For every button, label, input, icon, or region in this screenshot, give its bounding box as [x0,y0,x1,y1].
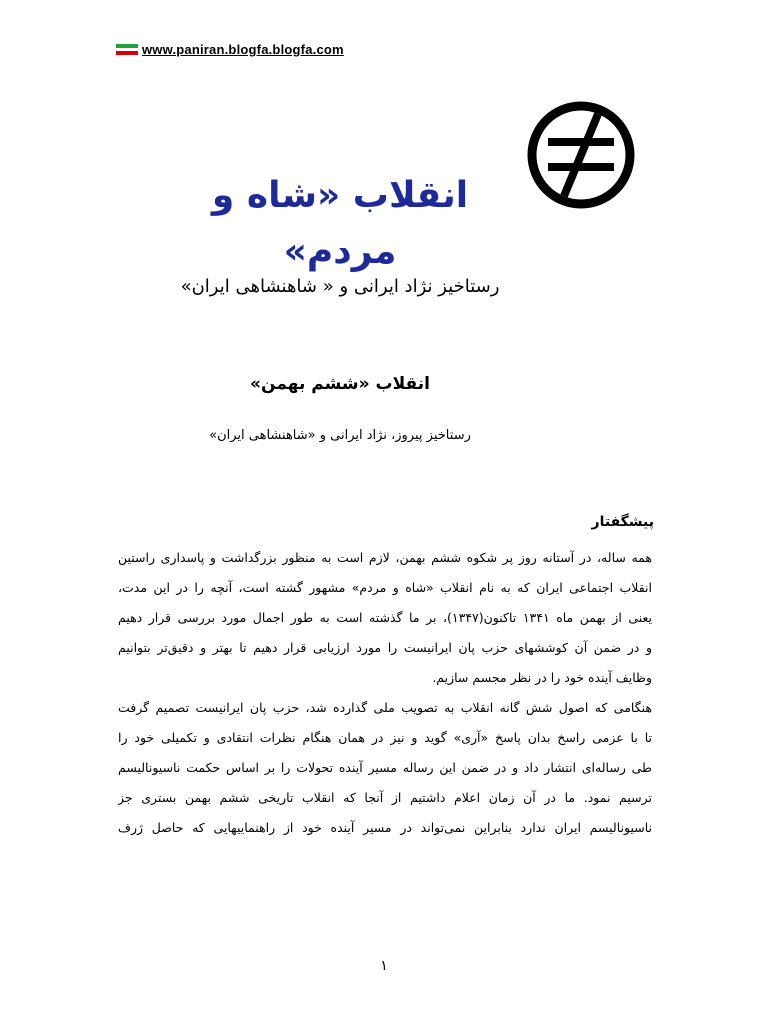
body-text [118,543,652,843]
paragraph-1 [118,543,652,693]
text-line: همه ساله، در آستانه روز پر شکوه ششم بهمن، لازم است به منظور بزرگداشت و پاسداری راستین [118,550,652,565]
text-line: یعنی از بهمن ماه ۱۳۴۱ تاکنون(۱۳۴۷)، بر ما گذشته است به طور اجمال مورد بررسی قرار دهیم [118,610,652,625]
text-line: ناسیونالیسم ایران ندارد بنابراین نمی‌تواند در مسیر آینده خود از راهنماییهایی که حاصل ژرف [118,820,652,835]
text-line: ترسیم نمود. ما در آن زمان اعلام داشتیم از آنجا که انقلاب تاریخی ششم بهمن بستری جز [118,790,652,805]
text-line: و در ضمن آن کوششهای حزب پان ایرانیست را مورد ارزیابی قرار دهیم تا بهتر و دقیق‌تر بتوانیم [118,640,652,655]
header-link[interactable] [116,42,344,57]
paragraph-2 [118,693,652,843]
document-subtitle: رستاخیز نژاد ایرانی و « شاهنشاهی ایران» [180,276,500,297]
text-line: وظایف آینده خود را در نظر مجسم سازیم. [432,670,652,685]
section-subheading: رستاخیز پیروز، نژاد ایرانی و «شاهنشاهی ایران» [209,428,471,443]
page-number: ۱ [380,958,388,974]
text-line: هنگامی که اصول شش گانه انقلاب به تصویب ملی گذارده شد، حزب پان ایرانیست تصمیم گرفت [118,700,652,715]
section-heading: انقلاب «ششم بهمن» [250,374,430,394]
foreword-title: پیشگفتار [591,514,654,530]
text-line: انقلاب اجتماعی ایران که به نام انقلاب «شاه و مردم» مشهور گشته است، آنچه را در این مدت، [118,580,652,595]
flag-stripe-red [116,51,138,55]
not-equal-icon [526,100,636,210]
website-url[interactable]: www.paniran.blogfa.blogfa.com [142,42,344,57]
iran-flag-icon [116,44,138,55]
text-line: تا با عزمی راسخ بدان پاسخ «آری» گوید و نیز در همان هنگام نظرات انتقادی و تکمیلی خود را [118,730,652,745]
text-line: طی رساله‌ای انتشار داد و در ضمن این رساله مسیر آینده تحولات را بر اساس حکمت ناسیونالیسم [118,760,652,775]
document-title: انقلاب «شاه و مردم» [211,175,469,272]
